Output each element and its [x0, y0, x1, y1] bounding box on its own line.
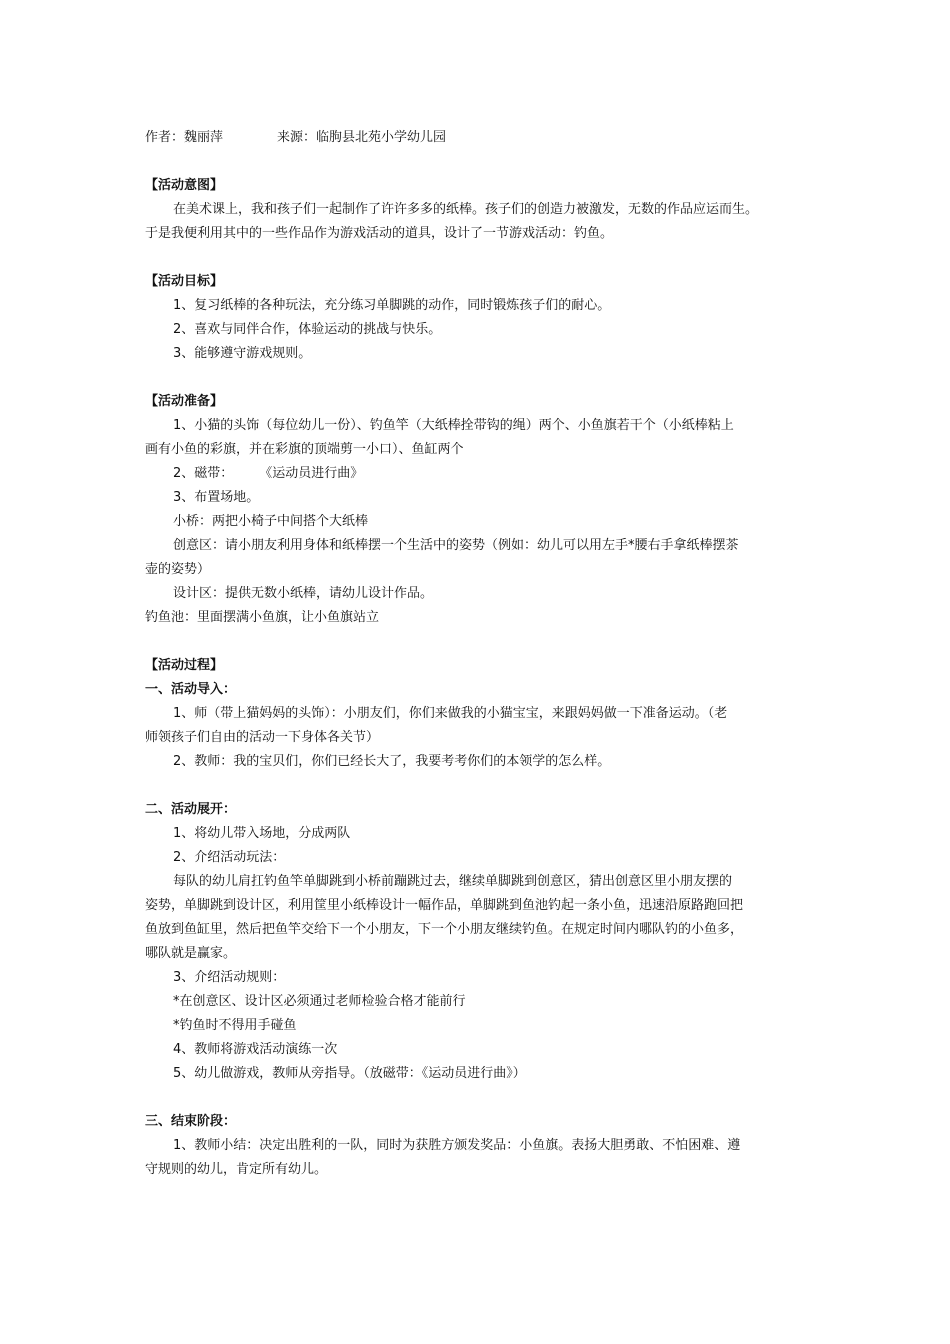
process-item-line: 守规则的幼儿，肯定所有幼儿。 [145, 1162, 328, 1177]
intent-heading: 【活动意图】 [145, 178, 224, 193]
goal-item: 3、能够遵守游戏规则。 [173, 346, 312, 361]
process-item-line: 1、教师小结：决定出胜利的一队，同时为获胜方颁发奖品：小鱼旗。表扬大胆勇敢、不怕困难、遵 [173, 1138, 741, 1153]
process-heading: 【活动过程】 [145, 658, 224, 673]
spacer [145, 150, 815, 174]
prep-item-line: 画有小鱼的彩旗，并在彩旗的顶端剪一小口）、鱼缸两个 [145, 442, 464, 457]
process-item-line: 师领孩子们自由的活动一下身体各关节） [145, 730, 380, 745]
section-title: 一、活动导入： [145, 682, 237, 697]
spacer [145, 246, 815, 270]
rule-item: *在创意区、设计区必须通过老师检验合格才能前行 [173, 994, 466, 1009]
prep-heading: 【活动准备】 [145, 394, 224, 409]
rules-paragraph-line: 鱼放到鱼缸里，然后把鱼竿交给下一个小朋友，下一个小朋友继续钓鱼。在规定时间内哪队钓的小鱼多， [145, 922, 744, 937]
rules-paragraph-line: 每队的幼儿肩扛钓鱼竿单脚跳到小桥前蹦跳过去，继续单脚跳到创意区，猜出创意区里小朋友摆的 [173, 874, 733, 889]
process-item: 2、教师：我的宝贝们，你们已经长大了，我要考考你们的本领学的怎么样。 [173, 754, 611, 769]
process-item: 2、介绍活动玩法： [173, 850, 286, 865]
goal-item: 1、复习纸棒的各种玩法，充分练习单脚跳的动作，同时锻炼孩子们的耐心。 [173, 298, 611, 313]
goal-item: 2、喜欢与同伴合作，体验运动的挑战与快乐。 [173, 322, 442, 337]
prep-creative-line: 壶的姿势） [145, 562, 211, 577]
prep-item: 3、布置场地。 [173, 490, 260, 505]
meta-line [145, 126, 815, 150]
prep-creative-line: 创意区：请小朋友利用身体和纸棒摆一个生活中的姿势（例如：幼儿可以用左手*腰右手拿纸棒摆茶 [173, 538, 739, 553]
prep-item-line: 1、小猫的头饰（每位幼儿一份）、钓鱼竿（大纸棒拴带钩的绳）两个、小鱼旗若干个（小纸棒粘上 [173, 418, 734, 433]
prep-item: 2、磁带： 《运动员进行曲》 [173, 466, 364, 481]
section-title: 三、结束阶段： [145, 1114, 237, 1129]
rules-paragraph-line: 哪队就是赢家。 [145, 946, 237, 961]
process-item: 4、教师将游戏活动演练一次 [173, 1042, 338, 1057]
spacer [145, 630, 815, 654]
prep-bridge: 小桥：两把小椅子中间搭个大纸棒 [173, 514, 369, 529]
author-text: 作者：魏丽萍 [145, 130, 224, 145]
document-body [145, 126, 815, 1182]
intent-paragraph-line: 于是我便利用其中的一些作品作为游戏活动的道具，设计了一节游戏活动：钓鱼。 [145, 226, 614, 241]
spacer [145, 774, 815, 798]
process-item: 5、幼儿做游戏，教师从旁指导。（放磁带：《运动员进行曲》） [173, 1066, 526, 1081]
process-item: 1、将幼儿带入场地，分成两队 [173, 826, 351, 841]
intent-paragraph-line: 在美术课上，我和孩子们一起制作了许许多多的纸棒。孩子们的创造力被激发，无数的作品应运而生。 [173, 202, 759, 217]
spacer [145, 1086, 815, 1110]
prep-pond: 钓鱼池：里面摆满小鱼旗，让小鱼旗站立 [145, 610, 380, 625]
process-item-line: 1、师（带上猫妈妈的头饰）：小朋友们，你们来做我的小猫宝宝，来跟妈妈做一下准备运动。（老 [173, 706, 728, 721]
rule-item: *钓鱼时不得用手碰鱼 [173, 1018, 297, 1033]
prep-design: 设计区：提供无数小纸棒，请幼儿设计作品。 [173, 586, 434, 601]
goals-heading: 【活动目标】 [145, 274, 224, 289]
spacer [145, 366, 815, 390]
process-item: 3、介绍活动规则： [173, 970, 286, 985]
section-title: 二、活动展开： [145, 802, 237, 817]
source-text: 来源：临朐县北苑小学幼儿园 [277, 130, 447, 145]
rules-paragraph-line: 姿势，单脚跳到设计区，利用筐里小纸棒设计一幅作品，单脚跳到鱼池钓起一条小鱼，迅速沿原路跑回把 [145, 898, 744, 913]
